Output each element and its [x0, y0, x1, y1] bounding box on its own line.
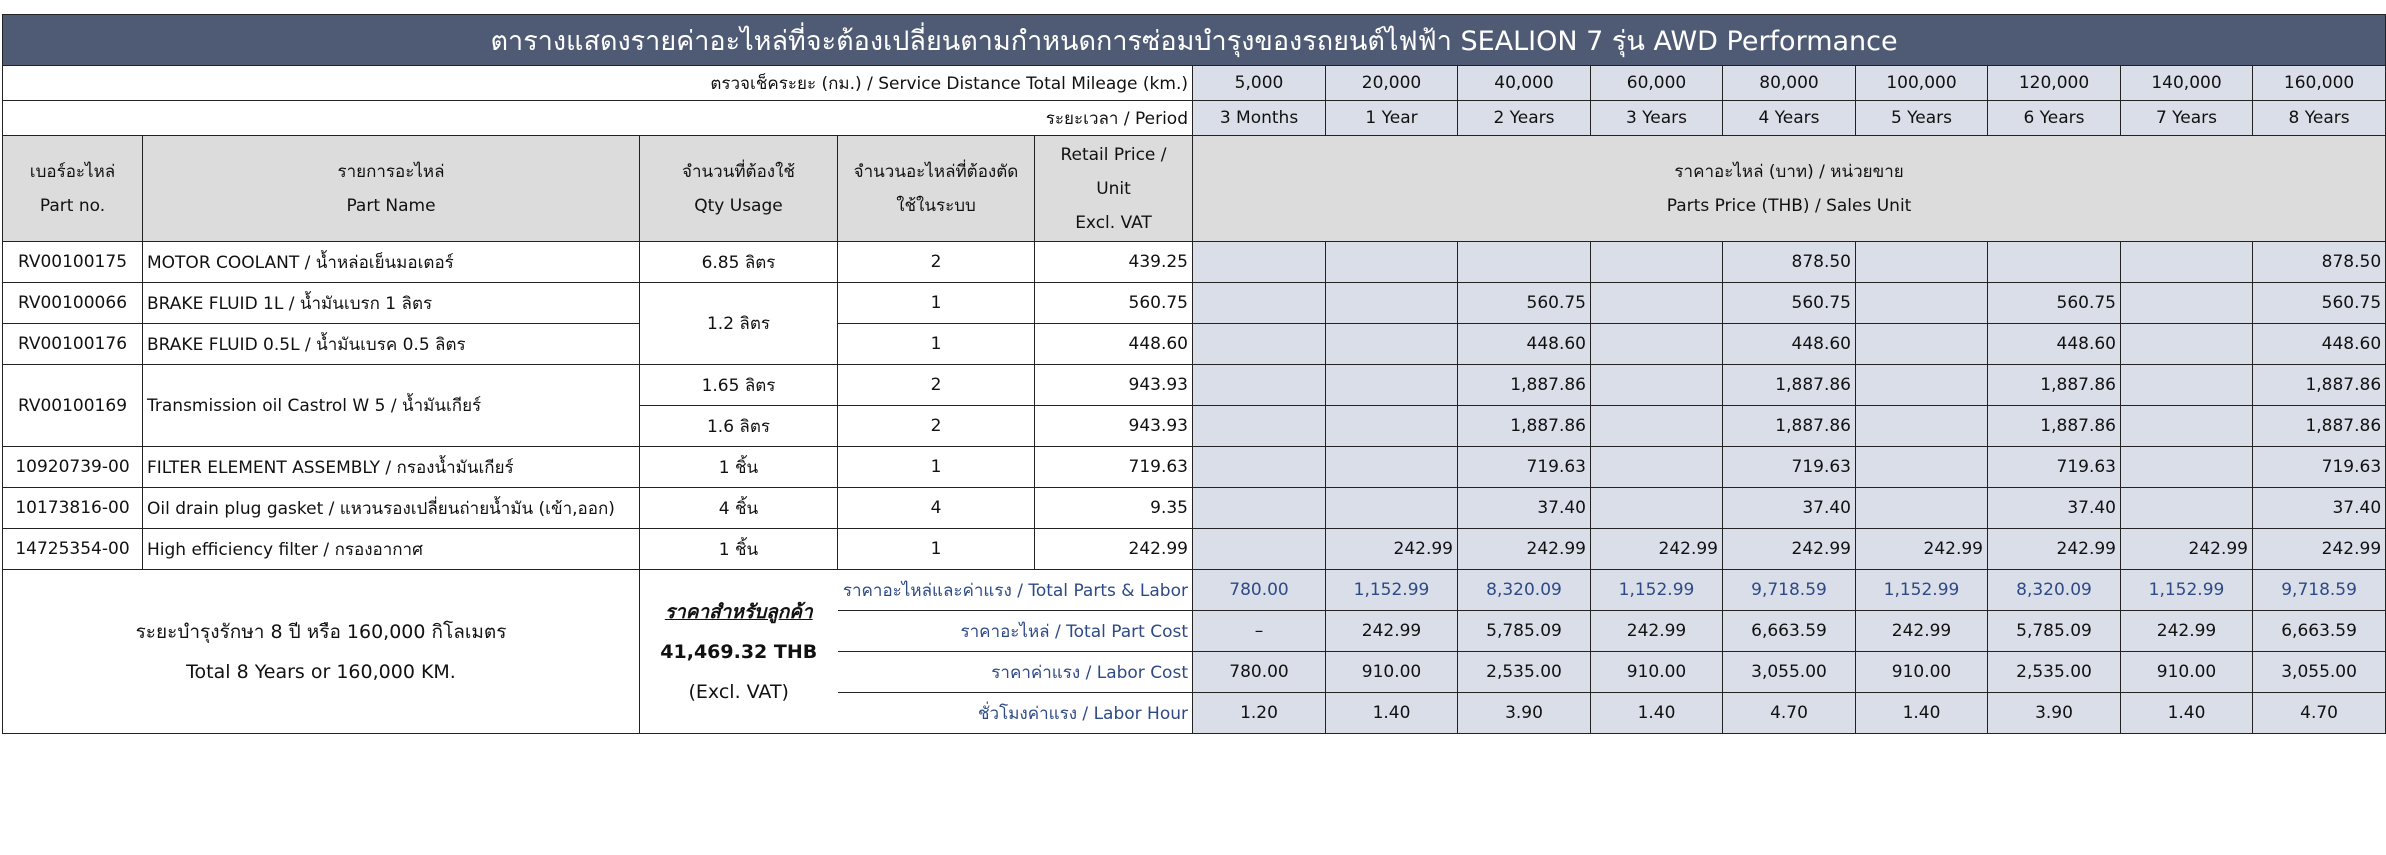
summary-row	[3, 570, 2386, 611]
price-cell: 448.60	[2253, 324, 2386, 365]
summary-cell: 8,320.09	[1458, 570, 1591, 611]
summary-cell: 6,663.59	[2253, 611, 2386, 652]
partno-header-en: Part no.	[39, 195, 106, 216]
summary-cell: 1,152.99	[1856, 570, 1988, 611]
summary-cell: 242.99	[1856, 611, 1988, 652]
cut-header-th1: จำนวนอะไหล่ที่ต้องตัด	[853, 161, 1019, 182]
price-cell: 242.99	[2121, 529, 2253, 570]
mileage-row	[3, 66, 2386, 101]
parts-price-header	[1193, 136, 2386, 242]
cut-qty: 1	[838, 283, 1035, 324]
price-cell: 719.63	[1988, 447, 2121, 488]
retail-price: 9.35	[1035, 488, 1193, 529]
price-cell: 878.50	[2253, 242, 2386, 283]
price-cell	[1856, 242, 1988, 283]
qty-usage: 1.65 ลิตร	[640, 365, 838, 406]
part-no: 10173816-00	[3, 488, 143, 529]
price-cell	[2121, 488, 2253, 529]
summary-cell: 5,785.09	[1458, 611, 1591, 652]
maintenance-note-th: ระยะบำรุงรักษา 8 ปี หรือ 160,000 กิโลเมตร	[135, 620, 507, 643]
price-cell	[1591, 283, 1723, 324]
qty-usage: 6.85 ลิตร	[640, 242, 838, 283]
part-no: 10920739-00	[3, 447, 143, 488]
price-cell: 37.40	[1723, 488, 1856, 529]
column-header-row	[3, 136, 2386, 242]
summary-cell: 6,663.59	[1723, 611, 1856, 652]
parts-price-header-th: ราคาอะไหล่ (บาท) / หน่วยขาย	[1674, 161, 1904, 182]
table-row	[3, 529, 2386, 570]
cut-header	[838, 136, 1035, 242]
summary-label: ราคาอะไหล่และค่าแรง / Total Parts & Labor	[838, 570, 1193, 611]
price-cell	[1856, 324, 1988, 365]
retail-price: 943.93	[1035, 365, 1193, 406]
retail-price: 439.25	[1035, 242, 1193, 283]
price-cell: 242.99	[2253, 529, 2386, 570]
period-row	[3, 101, 2386, 136]
cut-qty: 2	[838, 406, 1035, 447]
partname-header	[143, 136, 640, 242]
period-cell: 3 Months	[1193, 101, 1326, 136]
mileage-cell: 60,000	[1591, 66, 1723, 101]
summary-cell: 1.40	[1856, 693, 1988, 734]
price-cell: 878.50	[1723, 242, 1856, 283]
summary-cell: 8,320.09	[1988, 570, 2121, 611]
price-cell	[1326, 447, 1458, 488]
qty-usage: 1.6 ลิตร	[640, 406, 838, 447]
summary-cell: 9,718.59	[1723, 570, 1856, 611]
customer-price-label: ราคาสำหรับลูกค้า	[664, 600, 813, 623]
part-name: BRAKE FLUID 1L / น้ำมันเบรก 1 ลิตร	[143, 283, 640, 324]
part-name: MOTOR COOLANT / น้ำหล่อเย็นมอเตอร์	[143, 242, 640, 283]
price-cell: 1,887.86	[1723, 365, 1856, 406]
price-cell: 1,887.86	[1723, 406, 1856, 447]
cut-qty: 1	[838, 324, 1035, 365]
period-cell: 3 Years	[1591, 101, 1723, 136]
cut-qty: 4	[838, 488, 1035, 529]
price-cell: 448.60	[1458, 324, 1591, 365]
price-cell: 1,887.86	[1458, 406, 1591, 447]
price-cell	[1193, 488, 1326, 529]
partname-header-en: Part Name	[346, 195, 436, 216]
price-cell	[1591, 324, 1723, 365]
price-cell	[2121, 447, 2253, 488]
qty-usage: 1.2 ลิตร	[640, 283, 838, 365]
table-row	[3, 283, 2386, 324]
price-cell	[1591, 447, 1723, 488]
price-cell: 242.99	[1723, 529, 1856, 570]
price-cell	[2121, 283, 2253, 324]
summary-cell: –	[1193, 611, 1326, 652]
summary-cell: 3,055.00	[1723, 652, 1856, 693]
price-cell	[1988, 242, 2121, 283]
partname-header-th: รายการอะไหล่	[337, 161, 445, 182]
retail-price: 719.63	[1035, 447, 1193, 488]
maintenance-table	[2, 14, 2386, 734]
period-cell: 8 Years	[2253, 101, 2386, 136]
summary-cell: 1,152.99	[1591, 570, 1723, 611]
customer-price	[640, 570, 838, 734]
price-cell: 719.63	[1723, 447, 1856, 488]
price-cell	[1193, 529, 1326, 570]
maintenance-note-en: Total 8 Years or 160,000 KM.	[186, 660, 456, 683]
summary-label: ราคาอะไหล่ / Total Part Cost	[838, 611, 1193, 652]
cut-qty: 1	[838, 529, 1035, 570]
summary-cell: 4.70	[1723, 693, 1856, 734]
period-cell: 4 Years	[1723, 101, 1856, 136]
price-cell: 448.60	[1988, 324, 2121, 365]
summary-cell: 1.20	[1193, 693, 1326, 734]
cut-qty: 2	[838, 365, 1035, 406]
price-header-line3: Excl. VAT	[1075, 212, 1152, 233]
price-cell	[1326, 406, 1458, 447]
part-no: RV00100176	[3, 324, 143, 365]
price-cell	[1193, 406, 1326, 447]
table-row	[3, 324, 2386, 365]
qty-header-en: Qty Usage	[694, 195, 783, 216]
period-cell: 5 Years	[1856, 101, 1988, 136]
price-cell	[1326, 283, 1458, 324]
summary-cell: 2,535.00	[1458, 652, 1591, 693]
price-cell: 242.99	[1988, 529, 2121, 570]
price-cell: 1,887.86	[1988, 365, 2121, 406]
price-cell	[2121, 365, 2253, 406]
mileage-cell: 5,000	[1193, 66, 1326, 101]
price-cell: 242.99	[1591, 529, 1723, 570]
price-cell	[2121, 406, 2253, 447]
price-cell	[1856, 283, 1988, 324]
period-cell: 6 Years	[1988, 101, 2121, 136]
cut-header-th2: ใช้ในระบบ	[896, 195, 976, 216]
price-cell: 242.99	[1326, 529, 1458, 570]
price-cell	[1193, 324, 1326, 365]
price-cell	[1193, 447, 1326, 488]
cut-qty: 1	[838, 447, 1035, 488]
price-cell	[1193, 365, 1326, 406]
summary-cell: 910.00	[1326, 652, 1458, 693]
summary-cell: 1,152.99	[2121, 570, 2253, 611]
period-cell: 1 Year	[1326, 101, 1458, 136]
price-cell: 560.75	[1458, 283, 1591, 324]
price-cell: 560.75	[1723, 283, 1856, 324]
part-name: FILTER ELEMENT ASSEMBLY / กรองน้ำมันเกียร์	[143, 447, 640, 488]
maintenance-note	[3, 570, 640, 734]
price-cell: 37.40	[2253, 488, 2386, 529]
table-row	[3, 365, 2386, 406]
price-cell	[2121, 324, 2253, 365]
price-cell	[1193, 242, 1326, 283]
part-name: Transmission oil Castrol W 5 / น้ำมันเกียร์	[143, 365, 640, 447]
qty-usage: 1 ชิ้น	[640, 447, 838, 488]
price-cell: 37.40	[1458, 488, 1591, 529]
summary-cell: 1.40	[1591, 693, 1723, 734]
price-cell: 560.75	[1988, 283, 2121, 324]
retail-price: 943.93	[1035, 406, 1193, 447]
mileage-cell: 40,000	[1458, 66, 1591, 101]
summary-cell: 910.00	[2121, 652, 2253, 693]
summary-cell: 780.00	[1193, 570, 1326, 611]
price-cell: 242.99	[1458, 529, 1591, 570]
summary-cell: 9,718.59	[2253, 570, 2386, 611]
price-cell	[1856, 365, 1988, 406]
price-cell	[1591, 365, 1723, 406]
summary-cell: 1.40	[1326, 693, 1458, 734]
summary-cell: 242.99	[2121, 611, 2253, 652]
customer-price-amount: 41,469.32 THB	[660, 640, 818, 663]
mileage-cell: 120,000	[1988, 66, 2121, 101]
table-row	[3, 488, 2386, 529]
price-cell	[1856, 447, 1988, 488]
summary-cell: 3.90	[1988, 693, 2121, 734]
summary-label: ราคาค่าแรง / Labor Cost	[838, 652, 1193, 693]
price-cell	[1591, 242, 1723, 283]
mileage-cell: 20,000	[1326, 66, 1458, 101]
part-name: BRAKE FLUID 0.5L / น้ำมันเบรค 0.5 ลิตร	[143, 324, 640, 365]
price-header	[1035, 136, 1193, 242]
qty-header	[640, 136, 838, 242]
summary-cell: 3,055.00	[2253, 652, 2386, 693]
price-cell	[1856, 406, 1988, 447]
mileage-cell: 140,000	[2121, 66, 2253, 101]
qty-header-th: จำนวนที่ต้องใช้	[682, 161, 795, 182]
price-cell: 242.99	[1856, 529, 1988, 570]
price-cell: 719.63	[1458, 447, 1591, 488]
summary-cell: 3.90	[1458, 693, 1591, 734]
summary-cell: 242.99	[1326, 611, 1458, 652]
summary-cell: 780.00	[1193, 652, 1326, 693]
price-cell	[1193, 283, 1326, 324]
part-no: RV00100175	[3, 242, 143, 283]
table-row	[3, 242, 2386, 283]
price-cell	[1591, 406, 1723, 447]
part-name: Oil drain plug gasket / แหวนรองเปลี่ยนถ่ายน้ำมัน (เข้า,ออก)	[143, 488, 640, 529]
mileage-label: ตรวจเช็คระยะ (กม.) / Service Distance Total Mileage (km.)	[3, 66, 1193, 101]
price-cell: 1,887.86	[1458, 365, 1591, 406]
price-cell	[2121, 242, 2253, 283]
price-cell	[1326, 488, 1458, 529]
part-name: High efficiency filter / กรองอากาศ	[143, 529, 640, 570]
price-header-line2: Unit	[1096, 178, 1131, 199]
price-cell	[1326, 365, 1458, 406]
summary-cell: 1.40	[2121, 693, 2253, 734]
summary-cell: 910.00	[1591, 652, 1723, 693]
qty-usage: 1 ชิ้น	[640, 529, 838, 570]
part-no: 14725354-00	[3, 529, 143, 570]
partno-header-th: เบอร์อะไหล่	[29, 161, 116, 182]
price-cell: 1,887.86	[1988, 406, 2121, 447]
price-cell: 560.75	[2253, 283, 2386, 324]
price-cell: 719.63	[2253, 447, 2386, 488]
cut-qty: 2	[838, 242, 1035, 283]
price-cell	[1856, 488, 1988, 529]
mileage-cell: 100,000	[1856, 66, 1988, 101]
mileage-cell: 160,000	[2253, 66, 2386, 101]
mileage-cell: 80,000	[1723, 66, 1856, 101]
price-header-line1: Retail Price /	[1060, 144, 1167, 165]
summary-cell: 910.00	[1856, 652, 1988, 693]
qty-usage: 4 ชิ้น	[640, 488, 838, 529]
summary-label: ชั่วโมงค่าแรง / Labor Hour	[838, 693, 1193, 734]
table-title: ตารางแสดงรายค่าอะไหล่ที่จะต้องเปลี่ยนตามกำหนดการซ่อมบำรุงของรถยนต์ไฟฟ้า SEALION 7 รุ่น AWD Performance	[3, 15, 2386, 66]
parts-price-header-en: Parts Price (THB) / Sales Unit	[1666, 195, 1912, 216]
table-row	[3, 447, 2386, 488]
price-cell: 1,887.86	[2253, 365, 2386, 406]
price-cell: 448.60	[1723, 324, 1856, 365]
summary-cell: 5,785.09	[1988, 611, 2121, 652]
summary-cell: 242.99	[1591, 611, 1723, 652]
summary-cell: 2,535.00	[1988, 652, 2121, 693]
price-cell: 1,887.86	[2253, 406, 2386, 447]
partno-header	[3, 136, 143, 242]
retail-price: 242.99	[1035, 529, 1193, 570]
part-no: RV00100066	[3, 283, 143, 324]
price-cell	[1591, 488, 1723, 529]
period-cell: 7 Years	[2121, 101, 2253, 136]
retail-price: 448.60	[1035, 324, 1193, 365]
price-cell	[1326, 324, 1458, 365]
period-label: ระยะเวลา / Period	[3, 101, 1193, 136]
price-cell	[1326, 242, 1458, 283]
retail-price: 560.75	[1035, 283, 1193, 324]
customer-price-vat: (Excl. VAT)	[688, 680, 789, 703]
price-cell	[1458, 242, 1591, 283]
summary-cell: 4.70	[2253, 693, 2386, 734]
period-cell: 2 Years	[1458, 101, 1591, 136]
part-no: RV00100169	[3, 365, 143, 447]
summary-cell: 1,152.99	[1326, 570, 1458, 611]
price-cell: 37.40	[1988, 488, 2121, 529]
